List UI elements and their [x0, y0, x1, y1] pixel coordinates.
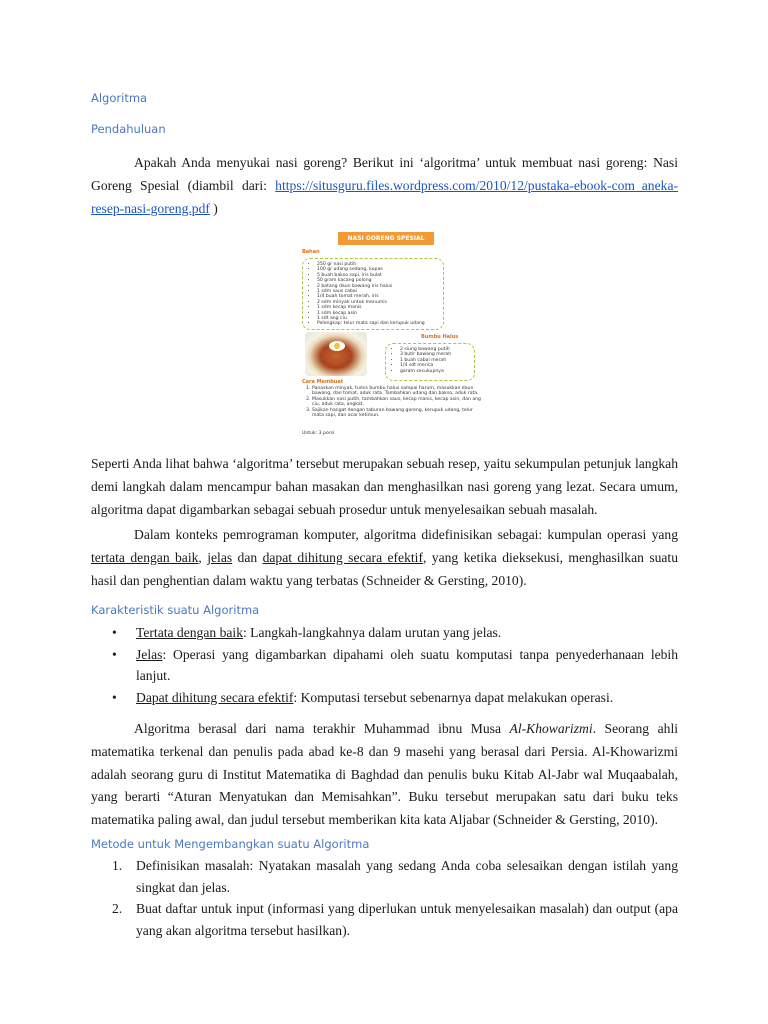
bumbu-item: • garam secukupnya — [400, 369, 470, 374]
history-text-1: Algoritma berasal dari nama terakhir Muhammad ibnu Musa — [134, 721, 510, 736]
intro-text: Apakah Anda menyukai nasi goreng? Berikut ini ‘algoritma’ untuk membuat nasi goreng: Nasi Goreng Spesial (diambil dari: — [91, 155, 678, 193]
bullet-icon: • — [112, 625, 117, 640]
bahan-item: • 1/4 buah tomat merah, iris — [317, 294, 439, 299]
recipe-bahan-label: Bahan — [302, 249, 320, 255]
characteristics-list — [112, 622, 678, 708]
definition-term-2: jelas — [207, 549, 233, 565]
bahan-item: • Pelengkap: telur mata sapi dan kerupuk udang — [317, 321, 439, 326]
bumbu-item: • 1/4 sdt merica — [400, 363, 470, 368]
methods-list — [112, 855, 678, 941]
bullet-text: : Langkah-langkahnya dalam urutan yang jelas. — [243, 625, 502, 640]
bullet-text: : Operasi yang digambarkan dipahami oleh suatu komputasi tanpa penyederhanaan lebih lanjut. — [136, 646, 678, 683]
recipe-cara-label: Cara Membuat — [302, 379, 344, 385]
heading-metode: Metode untuk Mengembangkan suatu Algoritma — [91, 837, 370, 851]
cara-list — [302, 386, 484, 418]
recipe-bahan-box — [302, 258, 444, 330]
bahan-item: • 1 sdt ang ciu — [317, 316, 439, 321]
bahan-item: • 250 gr nasi putih — [317, 262, 439, 267]
paragraph-history — [91, 718, 678, 832]
definition-term-1: tertata dengan baik — [91, 549, 199, 565]
cara-item: 3. Sajikan hangat dengan taburan bawang goreng, kerupuk udang, telur mata sapi, dan acar ketimun. — [312, 408, 484, 419]
bahan-item: • 50 gram kacang polong — [317, 278, 439, 283]
bahan-item: • 2 batang daun bawang iris halus — [317, 284, 439, 289]
definition-term-3: dapat dihitung secara efektif — [262, 549, 423, 565]
recipe-portion: Untuk: 3 porsi — [302, 431, 335, 436]
bumbu-item: • 3 butir bawang merah — [400, 352, 470, 357]
nasi-goreng-photo — [305, 332, 367, 376]
bullet-term: Dapat dihitung secara efektif — [136, 689, 294, 705]
bahan-item: • 1 sdm saus cabai — [317, 289, 439, 294]
list-item — [112, 687, 678, 709]
bumbu-item: • 1 buah cabai merah — [400, 358, 470, 363]
intro-text-end: ) — [209, 200, 218, 216]
bullet-text: : Komputasi tersebut sebenarnya dapat melakukan operasi. — [293, 689, 614, 705]
heading-karakteristik: Karakteristik suatu Algoritma — [91, 603, 260, 617]
recipe-bumbu-label: Bumbu Halus — [421, 334, 459, 340]
cara-item: 2. Masukkan nasi putih, tambahkan saus, kecap manis, kecap asin, dan ang ciu, aduk rata, angkat. — [312, 397, 484, 408]
bumbu-item: • 2 siung bawang putih — [400, 347, 470, 352]
recipe-title: NASI GORENG SPESIAL — [338, 232, 434, 245]
egg-icon — [329, 341, 345, 351]
recipe-bumbu-box — [385, 343, 475, 381]
paragraph-recipe: Seperti Anda lihat bahwa ‘algoritma’ tersebut merupakan sebuah resep, yaitu sekumpulan petunjuk langkah demi langkah dalam mencampur bahan masakan dan menghasilkan nasi goreng yang lezat. Secara umum, algoritma dapat digambarkan sebagai sebuah prosedur untuk menyelesaikan sebuah masalah. — [91, 456, 678, 517]
definition-text-2: , — [198, 549, 208, 565]
intro-paragraph — [91, 152, 678, 220]
step-number: 1. — [112, 858, 123, 873]
heading-title: Algoritma — [91, 91, 148, 105]
bahan-item: • 1 sdm kecap manis — [317, 305, 439, 310]
paragraph-definition — [91, 524, 678, 592]
bahan-item: • 5 buah bakso sapi, iris bulat — [317, 273, 439, 278]
source-link[interactable]: https://situsguru.files.wordpress.com/2010/12/pustaka-ebook-com_aneka-resep-nasi-goreng.pdf — [91, 177, 678, 216]
bahan-item: • 2 sdm minyak untuk menumis — [317, 300, 439, 305]
bullet-term: Jelas — [136, 646, 163, 662]
recipe-image — [299, 228, 479, 443]
list-item — [112, 622, 678, 644]
bumbu-list — [392, 347, 470, 374]
bahan-list — [309, 262, 439, 327]
cara-item: 1. Panaskan minyak, tumis bumbu halus sampai harum, masukkan daun bawang, dan tomat, aduk rata. Tambahkan udang dan bakso, aduk rata. — [312, 386, 484, 397]
list-item — [112, 898, 678, 941]
bullet-icon: • — [112, 646, 117, 662]
bahan-item: • 100 gr udang sedang, kupas — [317, 267, 439, 272]
list-item — [112, 855, 678, 898]
heading-pendahuluan: Pendahuluan — [91, 122, 166, 136]
definition-text-4: , yang ketika dieksekusi, menghasilkan suatu hasil dan penghentian dalam waktu yang terbatas (Schneider & Gersting, 2010). — [91, 549, 679, 588]
step-text: Buat daftar untuk input (informasi yang diperlukan untuk menyelesaikan masalah) dan output (apa yang akan algoritma tersebut hasilkan). — [136, 901, 678, 938]
history-name: Al-Khowarizmi — [509, 721, 593, 736]
step-text: Definisikan masalah: Nyatakan masalah yang sedang Anda coba selesaikan dengan istilah yang singkat dan jelas. — [136, 858, 678, 895]
definition-text-1: Dalam konteks pemrograman komputer, algoritma didefinisikan sebagai: kumpulan operasi yang — [134, 527, 678, 542]
definition-text-3: dan — [232, 549, 263, 565]
step-number: 2. — [112, 901, 123, 916]
history-text-2: . Seorang ahli matematika terkenal dan penulis pada abad ke-8 dan 9 masehi yang berasal dari Persia. Al-Khowarizmi adalah seorang guru di Institut Matematika di Baghdad dan penulis buku Kitab Al-Jabr wal Muqaabalah, yang berarti “Aturan Menyatukan dan Memisahkan”. Buku tersebut merupakan satu dari buku teks matematika paling awal, dan judul tersebut memberikan kita kata Aljabar (Schneider & Gersting, 2010). — [91, 721, 678, 828]
bullet-term: Tertata dengan baik — [136, 625, 243, 640]
bullet-icon: • — [112, 689, 117, 705]
bahan-item: • 1 sdm kecap asin — [317, 311, 439, 316]
list-item — [112, 644, 678, 687]
